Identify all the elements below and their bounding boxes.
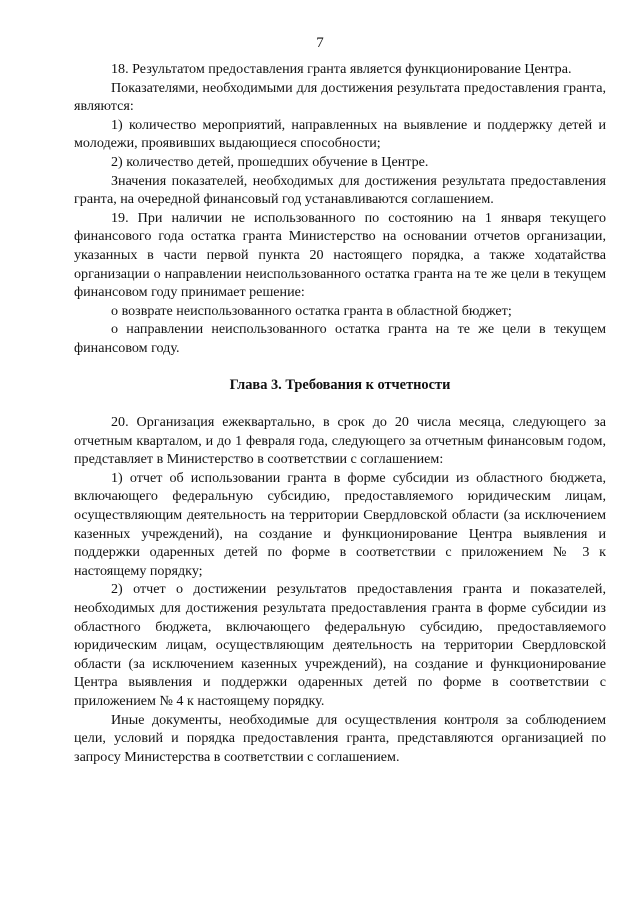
paragraph-decision-redirect: о направлении неиспользованного остатка гранта на те же цели в текущем финансовом году. <box>74 321 606 356</box>
chapter-heading: Глава 3. Требования к отчетности <box>229 376 451 393</box>
paragraph-indicators-intro: Показателями, необходимыми для достижения результата предоставления гранта, являются: <box>74 79 606 115</box>
document-body <box>74 60 606 766</box>
paragraph-19: 19. При наличии не использованного по состоянию на 1 января текущего финансового года остатка гранта Министерство на основании отчетов организации, указанных в части первой пункта 20 настоящего порядка, а также ходатайства организации о направлении неиспользованного остатка гранта на те же цели в текущем финансовом году принимает решение: <box>74 209 606 301</box>
page-number: 7 <box>316 35 324 51</box>
paragraph-indicator-1: 1) количество мероприятий, направленных на выявление и поддержку детей и молодежи, проявивших выдающиеся способности; <box>74 116 606 152</box>
paragraph-20: 20. Организация ежеквартально, в срок до 20 числа месяца, следующего за отчетным кварталом, и до 1 февраля года, следующего за отчетным финансовым годом, представляет в Министерство в соответствии с соглашением: <box>74 414 606 468</box>
spacer <box>74 394 606 413</box>
paragraph-decision-return: о возврате неиспользованного остатка гранта в областной бюджет; <box>111 302 512 319</box>
paragraph-indicator-2: 2) количество детей, прошедших обучение в Центре. <box>111 153 429 170</box>
spacer <box>74 358 606 376</box>
paragraph-18: 18. Результатом предоставления гранта является функционирование Центра. <box>111 61 572 77</box>
paragraph-indicator-values: Значения показателей, необходимых для достижения результата предоставления гранта, на очередной финансовый год устанавливаются соглашением. <box>74 172 606 208</box>
paragraph-report-1: 1) отчет об использовании гранта в форме субсидии из областного бюджета, включающего федеральную субсидию, предоставляемого юридическим лицам, осуществляющим деятельность на территории Свердловской области (за исключением казенных учреждений), на создание и функционирование Центра выявления и поддержки одаренных детей по форме в соответствии с приложением № 3 к настоящему порядку; <box>74 469 606 579</box>
paragraph-report-2: 2) отчет о достижении результатов предоставления гранта и показателей, необходимых для достижения результата предоставления гранта в форме субсидии из областного бюджета, включающего федеральную субсидию, предоставляемого юридическим лицам, осуществляющим деятельность на территории Свердловской области (за исключением казенных учреждений), на создание и функционирование Центра выявления и поддержки одаренных детей по форме в соответствии с приложением № 4 к настоящему порядку. <box>74 581 606 709</box>
paragraph-other-documents: Иные документы, необходимые для осуществления контроля за соблюдением цели, условий и порядка предоставления гранта, представляются организацией по запросу Министерства в соответствии с соглашением. <box>74 711 606 765</box>
